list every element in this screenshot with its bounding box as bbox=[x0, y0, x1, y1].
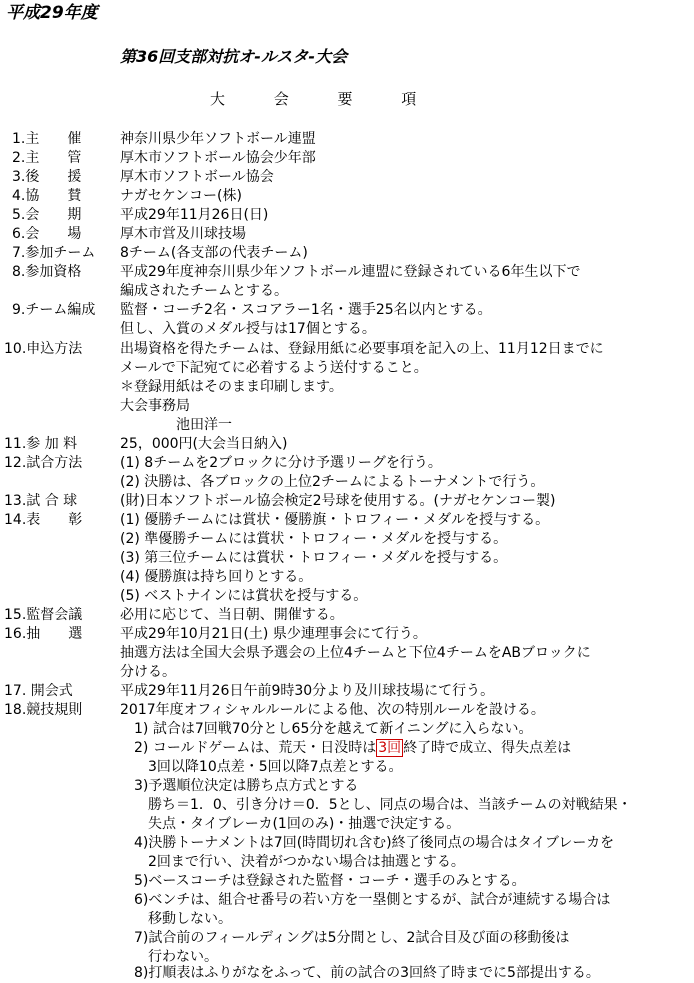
item-2-text: 厚木市ソフトボール協会少年部 bbox=[120, 150, 316, 166]
item-10-text-line1: 出場資格を得たチームは、登録用紙に必要事項を記入の上、11月12日までに bbox=[120, 341, 604, 357]
item-18-text-line11: 6)ベンチは、組合せ番号の若い方を一塁側とするが、試合が連続する場合は bbox=[120, 892, 611, 908]
item-13-text: (財)日本ソフトボール協会検定2号球を使用する。(ナガセケンコー製) bbox=[120, 493, 556, 509]
item-16-text-line2: 抽選方法は全国大会県予選会の上位4チームと下位4チームをABブロックに bbox=[120, 645, 591, 661]
item-2-label: 2.主 管 bbox=[12, 150, 82, 166]
year-label: 平成29年度 bbox=[6, 3, 98, 23]
document-subtitle: 大 会 要 項 bbox=[210, 90, 439, 108]
item-14-text-line2: (2) 準優勝チームには賞状・トロフィー・メダルを授与する。 bbox=[120, 531, 508, 547]
item-10-text-line5: 池田洋一 bbox=[120, 417, 232, 433]
item-11-label: 11.参 加 料 bbox=[4, 436, 78, 452]
item-18-text-line13: 7)試合前のフィールディングは5分間とし、2試合目及び面の移動後は bbox=[120, 930, 570, 946]
item-8-label: 8.参加資格 bbox=[12, 264, 82, 280]
rule2-lead: 2) コールドゲームは、荒天・日没時は bbox=[120, 740, 377, 756]
item-18-text-line2: 1) 試合は7回戦70分とし65分を越えて新イニングに入らない。 bbox=[120, 721, 533, 737]
item-10-text-line2: メールで下記宛てに必着するよう送付すること。 bbox=[120, 360, 428, 376]
item-14-label: 14.表 彰 bbox=[4, 512, 83, 528]
item-18-text-line9: 2回まで行い、決着がつかない場合は抽選とする。 bbox=[120, 854, 465, 870]
item-9-label: 9.チーム編成 bbox=[12, 302, 96, 318]
item-18-text-line10: 5)ベースコーチは登録された監督・コーチ・選手のみとする。 bbox=[120, 873, 526, 889]
item-16-text-line1: 平成29年10月21日(土) 県少連理事会にて行う。 bbox=[120, 626, 427, 642]
item-18-text-line12: 移動しない。 bbox=[120, 911, 232, 927]
item-12-text-line2: (2) 決勝は、各ブロックの上位2チームによるトーナメントで行う。 bbox=[120, 474, 545, 490]
item-6-text: 厚木市営及川球技場 bbox=[120, 226, 246, 242]
item-17-label: 17. 開会式 bbox=[4, 683, 73, 699]
item-16-text-line3: 分ける。 bbox=[120, 664, 176, 680]
item-7-label: 7.参加チーム bbox=[12, 245, 96, 261]
rule2-highlight: 3回 bbox=[378, 740, 402, 756]
item-18-text-line8: 4)決勝トーナメントは7回(時間切れ含む)終了後同点の場合はタイブレーカを bbox=[120, 835, 615, 851]
document-title: 第36回支部対抗オ-ルスタ-大会 bbox=[120, 47, 348, 66]
item-9-text-line2: 但し、入賞のメダル授与は17個とする。 bbox=[120, 321, 376, 337]
item-18-text-line15: 8)打順表はふりがなをふって、前の試合の3回終了時までに5部提出する。 bbox=[120, 965, 600, 981]
item-16-label: 16.抽 選 bbox=[4, 626, 83, 642]
item-8-text-line2: 編成されたチームとする。 bbox=[120, 283, 288, 299]
item-5-text: 平成29年11月26日(日) bbox=[120, 207, 269, 223]
rule2-tail: 終了時で成立、得失点差は bbox=[403, 740, 572, 756]
item-14-text-line5: (5) ベストナインには賞状を授与する。 bbox=[120, 588, 368, 604]
item-13-label: 13.試 合 球 bbox=[4, 493, 78, 509]
item-14-text-line3: (3) 第三位チームには賞状・トロフィー・メダルを授与する。 bbox=[120, 550, 508, 566]
item-18-text-line14: 行わない。 bbox=[120, 949, 218, 965]
item-3-label: 3.後 援 bbox=[12, 169, 82, 185]
item-5-label: 5.会 期 bbox=[12, 207, 82, 223]
item-12-text-line1: (1) 8チームを2ブロックに分け予選リーグを行う。 bbox=[120, 455, 442, 471]
item-1-label: 1.主 催 bbox=[12, 131, 82, 147]
item-18-label: 18.競技規則 bbox=[4, 702, 83, 718]
item-3-text: 厚木市ソフトボール協会 bbox=[120, 169, 274, 185]
item-18-text-line1: 2017年度オフィシャルルールによる他、次の特別ルールを設ける。 bbox=[120, 702, 545, 718]
item-14-text-line1: (1) 優勝チームには賞状・優勝旗・トロフィー・メダルを授与する。 bbox=[120, 512, 550, 528]
item-11-text: 25，000円(大会当日納入) bbox=[120, 436, 288, 452]
item-17-text: 平成29年11月26日午前9時30分より及川球技場にて行う。 bbox=[120, 683, 495, 699]
item-6-label: 6.会 場 bbox=[12, 226, 82, 242]
item-10-label: 10.申込方法 bbox=[4, 341, 83, 357]
item-18-text-line3 bbox=[120, 739, 571, 757]
item-4-label: 4.協 賛 bbox=[12, 188, 82, 204]
item-12-label: 12.試合方法 bbox=[4, 455, 83, 471]
item-15-label: 15.監督会議 bbox=[4, 607, 83, 623]
item-14-text-line4: (4) 優勝旗は持ち回りとする。 bbox=[120, 569, 313, 585]
item-18-text-line6: 勝ち＝1．0、引き分け＝0．5とし、同点の場合は、当該チームの対戦結果・ bbox=[120, 797, 632, 813]
item-18-text-line4: 3回以降10点差・5回以降7点差とする。 bbox=[120, 759, 403, 775]
item-4-text: ナガセケンコー(株) bbox=[120, 188, 242, 204]
item-10-text-line3: ＊登録用紙はそのまま印刷します。 bbox=[120, 379, 343, 395]
item-18-text-line5: 3)予選順位決定は勝ち点方式とする bbox=[120, 778, 359, 794]
item-8-text-line1: 平成29年度神奈川県少年ソフトボール連盟に登録されている6年生以下で bbox=[120, 264, 581, 280]
item-18-text-line7: 失点・タイブレーカ(1回のみ)・抽選で決定する。 bbox=[120, 816, 461, 832]
item-1-text: 神奈川県少年ソフトボール連盟 bbox=[120, 131, 316, 147]
item-7-text: 8チーム(各支部の代表チーム) bbox=[120, 245, 308, 261]
item-9-text-line1: 監督・コーチ2名・スコアラー1名・選手25名以内とする。 bbox=[120, 302, 492, 318]
item-10-text-line4: 大会事務局 bbox=[120, 398, 190, 414]
item-15-text: 必用に応じて、当日朝、開催する。 bbox=[120, 607, 344, 623]
